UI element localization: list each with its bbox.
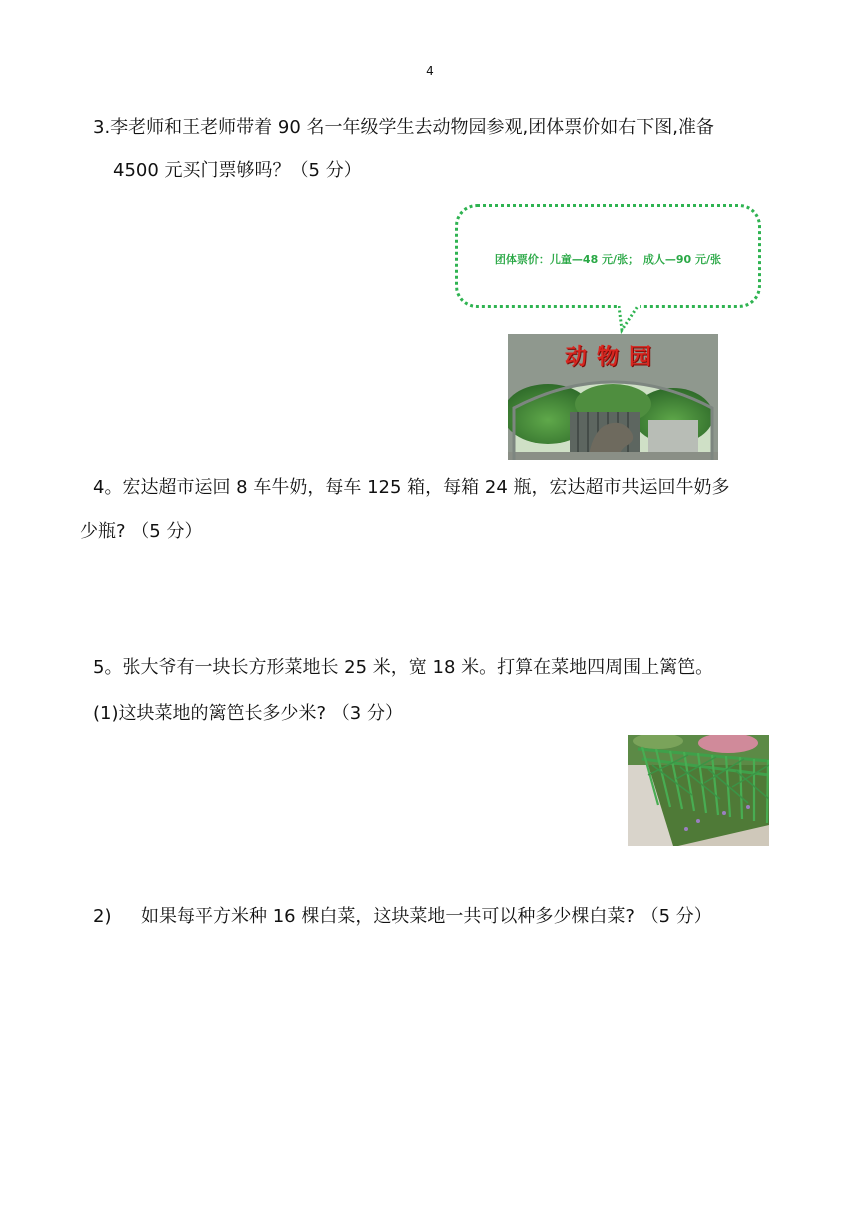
fence-photo bbox=[628, 735, 769, 846]
zoo-sign-text: 动物园 bbox=[564, 345, 661, 370]
question-4-line-2: 少瓶? （5 分） bbox=[80, 521, 203, 542]
zoo-gate-photo bbox=[508, 334, 718, 460]
question-5-part-2-number: 2) bbox=[93, 906, 112, 927]
question-3-line-2: 4500 元买门票够吗？（5 分） bbox=[113, 160, 362, 181]
page-number: 4 bbox=[426, 64, 434, 78]
fence-illustration bbox=[628, 735, 769, 846]
ticket-price-text: 团体票价：儿童—48 元/张； 成人—90 元/张 bbox=[494, 253, 722, 266]
ticket-price-bubble bbox=[455, 204, 761, 308]
question-5-line-1: 5。张大爷有一块长方形菜地长 25 米，宽 18 米。打算在菜地四周围上篱笆。 bbox=[93, 657, 714, 678]
question-3-line-1: 3.李老师和王老师带着 90 名一年级学生去动物园参观,团体票价如右下图,准备 bbox=[93, 117, 714, 138]
question-5-part-1: (1)这块菜地的篱笆长多少米? （3 分） bbox=[93, 703, 403, 724]
question-5-part-2: 如果每平方米种 16 棵白菜，这块菜地一共可以种多少棵白菜? （5 分） bbox=[141, 906, 712, 927]
question-4-line-1: 4。宏达超市运回 8 车牛奶，每车 125 箱，每箱 24 瓶，宏达超市共运回牛奶多 bbox=[93, 477, 730, 498]
bubble-tail-icon bbox=[618, 304, 640, 334]
